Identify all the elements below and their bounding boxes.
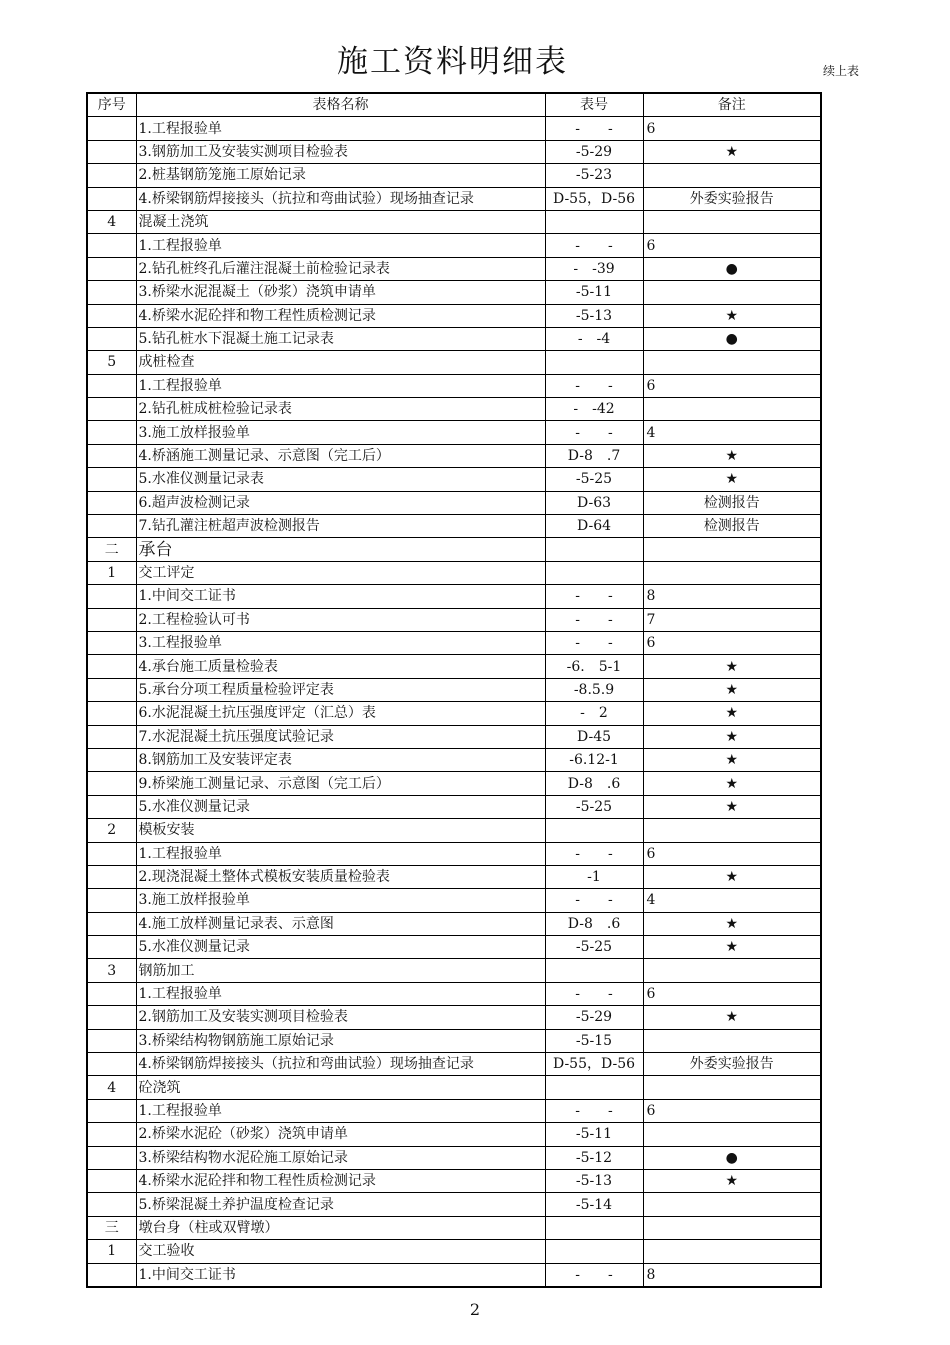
row-name: 钢筋加工 <box>136 959 545 982</box>
row-remark: ● <box>643 257 821 280</box>
row-name: 承台 <box>136 538 545 561</box>
row-code: -8.5.9 <box>545 678 643 701</box>
row-code: - 2 <box>545 702 643 725</box>
row-remark: 4 <box>643 421 821 444</box>
table-row <box>87 702 821 725</box>
row-seq <box>87 1169 136 1192</box>
row-name: 2.工程检验认可书 <box>136 608 545 631</box>
row-name: 5.钻孔桩水下混凝土施工记录表 <box>136 327 545 350</box>
table-row <box>87 491 821 514</box>
row-name: 1.工程报验单 <box>136 374 545 397</box>
row-remark: 4 <box>643 889 821 912</box>
row-seq <box>87 982 136 1005</box>
row-seq: 4 <box>87 1076 136 1099</box>
row-seq: 1 <box>87 561 136 584</box>
row-remark: ★ <box>643 444 821 467</box>
row-seq <box>87 655 136 678</box>
row-seq: 1 <box>87 1240 136 1263</box>
detail-table <box>86 92 822 1288</box>
table-row <box>87 865 821 888</box>
row-code: -6. 5-1 <box>545 655 643 678</box>
row-seq <box>87 187 136 210</box>
row-name: 混凝土浇筑 <box>136 210 545 233</box>
row-remark: 6 <box>643 842 821 865</box>
row-name: 1.工程报验单 <box>136 117 545 140</box>
table-row <box>87 164 821 187</box>
row-code: - -39 <box>545 257 643 280</box>
table-row <box>87 655 821 678</box>
row-name: 4.桥梁钢筋焊接接头（抗拉和弯曲试验）现场抽查记录 <box>136 187 545 210</box>
row-name: 5.桥梁混凝土养护温度检查记录 <box>136 1193 545 1216</box>
row-remark: ● <box>643 1146 821 1169</box>
row-seq <box>87 748 136 771</box>
table-row <box>87 772 821 795</box>
column-header-seq: 序号 <box>87 93 136 117</box>
row-code: -5-25 <box>545 795 643 818</box>
row-remark: ★ <box>643 140 821 163</box>
table-row <box>87 819 821 842</box>
row-code: -5-23 <box>545 164 643 187</box>
table-row <box>87 1216 821 1239</box>
row-code: - - <box>545 585 643 608</box>
row-remark: 8 <box>643 585 821 608</box>
row-seq <box>87 327 136 350</box>
row-name: 1.中间交工证书 <box>136 585 545 608</box>
row-seq <box>87 117 136 140</box>
row-name: 墩台身（柱或双臂墩） <box>136 1216 545 1239</box>
row-remark: ★ <box>643 912 821 935</box>
table-row <box>87 327 821 350</box>
row-name: 1.工程报验单 <box>136 234 545 257</box>
row-name: 7.水泥混凝土抗压强度试验记录 <box>136 725 545 748</box>
row-code: - - <box>545 1099 643 1122</box>
row-code: D-64 <box>545 515 643 538</box>
row-remark: 6 <box>643 1099 821 1122</box>
row-code: -5-29 <box>545 140 643 163</box>
table-row <box>87 725 821 748</box>
row-name: 1.工程报验单 <box>136 1099 545 1122</box>
table-row <box>87 1029 821 1052</box>
row-code <box>545 959 643 982</box>
row-seq <box>87 702 136 725</box>
row-remark: 6 <box>643 631 821 654</box>
row-code: D-8 .7 <box>545 444 643 467</box>
row-remark <box>643 1076 821 1099</box>
row-seq: 4 <box>87 210 136 233</box>
row-remark: ★ <box>643 702 821 725</box>
row-name: 2.钻孔桩终孔后灌注混凝土前检验记录表 <box>136 257 545 280</box>
row-name: 3.钢筋加工及安装实测项目检验表 <box>136 140 545 163</box>
row-seq <box>87 1146 136 1169</box>
table-row <box>87 889 821 912</box>
row-code: - - <box>545 374 643 397</box>
row-seq <box>87 1099 136 1122</box>
row-remark: 外委实验报告 <box>643 187 821 210</box>
column-header-code: 表号 <box>545 93 643 117</box>
row-seq <box>87 1006 136 1029</box>
table-row <box>87 842 821 865</box>
row-seq: 三 <box>87 1216 136 1239</box>
row-remark <box>643 210 821 233</box>
row-seq <box>87 912 136 935</box>
row-seq <box>87 281 136 304</box>
table-row <box>87 561 821 584</box>
row-seq <box>87 444 136 467</box>
row-name: 8.钢筋加工及安装评定表 <box>136 748 545 771</box>
row-remark: 8 <box>643 1263 821 1287</box>
table-row <box>87 631 821 654</box>
column-header-remark: 备注 <box>643 93 821 117</box>
table-row <box>87 374 821 397</box>
row-code: -5-11 <box>545 1123 643 1146</box>
row-seq <box>87 491 136 514</box>
table-row <box>87 515 821 538</box>
table-row <box>87 959 821 982</box>
table-row <box>87 1193 821 1216</box>
row-remark: 7 <box>643 608 821 631</box>
row-name: 5.水准仪测量记录 <box>136 795 545 818</box>
page-title: 施工资料明细表 <box>337 44 568 80</box>
table-row <box>87 1123 821 1146</box>
row-seq <box>87 889 136 912</box>
table-row <box>87 936 821 959</box>
row-name: 3.工程报验单 <box>136 631 545 654</box>
table-row <box>87 678 821 701</box>
row-seq <box>87 1053 136 1076</box>
row-remark <box>643 819 821 842</box>
table-row <box>87 1006 821 1029</box>
row-name: 3.桥梁水泥混凝土（砂浆）浇筑申请单 <box>136 281 545 304</box>
row-code <box>545 351 643 374</box>
row-remark: ★ <box>643 655 821 678</box>
row-seq <box>87 1263 136 1287</box>
row-seq: 3 <box>87 959 136 982</box>
table-row <box>87 608 821 631</box>
row-seq <box>87 421 136 444</box>
table-row <box>87 1076 821 1099</box>
row-seq <box>87 304 136 327</box>
row-seq <box>87 865 136 888</box>
row-name: 4.桥梁水泥砼拌和物工程性质检测记录 <box>136 1169 545 1192</box>
row-name: 4.承台施工质量检验表 <box>136 655 545 678</box>
row-name: 5.承台分项工程质量检验评定表 <box>136 678 545 701</box>
row-seq <box>87 1029 136 1052</box>
row-name: 4.桥涵施工测量记录、示意图（完工后） <box>136 444 545 467</box>
row-code: - -42 <box>545 398 643 421</box>
row-remark: 6 <box>643 117 821 140</box>
row-code <box>545 1076 643 1099</box>
row-code: -5-15 <box>545 1029 643 1052</box>
row-name: 6.超声波检测记录 <box>136 491 545 514</box>
row-code: - - <box>545 631 643 654</box>
row-remark <box>643 1240 821 1263</box>
row-code: -5-14 <box>545 1193 643 1216</box>
table-row <box>87 1053 821 1076</box>
table-header-row <box>87 93 821 117</box>
table-row <box>87 398 821 421</box>
row-name: 2.桥梁水泥砼（砂浆）浇筑申请单 <box>136 1123 545 1146</box>
row-seq <box>87 842 136 865</box>
row-seq <box>87 795 136 818</box>
row-name: 9.桥梁施工测量记录、示意图（完工后） <box>136 772 545 795</box>
row-code: -5-25 <box>545 936 643 959</box>
row-seq <box>87 468 136 491</box>
table-body <box>87 117 821 1287</box>
row-name: 模板安装 <box>136 819 545 842</box>
table-row <box>87 468 821 491</box>
row-seq <box>87 772 136 795</box>
column-header-name: 表格名称 <box>136 93 545 117</box>
row-remark: ● <box>643 327 821 350</box>
row-code: -5-12 <box>545 1146 643 1169</box>
row-code <box>545 1216 643 1239</box>
row-seq <box>87 374 136 397</box>
table-row <box>87 1099 821 1122</box>
row-seq <box>87 1123 136 1146</box>
row-code: -1 <box>545 865 643 888</box>
row-code: - - <box>545 889 643 912</box>
row-remark: 6 <box>643 374 821 397</box>
row-code: -5-11 <box>545 281 643 304</box>
row-remark: ★ <box>643 795 821 818</box>
row-code: D-55，D-56 <box>545 187 643 210</box>
row-name: 砼浇筑 <box>136 1076 545 1099</box>
row-seq <box>87 678 136 701</box>
row-remark <box>643 1193 821 1216</box>
row-remark: ★ <box>643 1006 821 1029</box>
row-name: 4.桥梁钢筋焊接接头（抗拉和弯曲试验）现场抽查记录 <box>136 1053 545 1076</box>
table-row <box>87 982 821 1005</box>
row-code: - - <box>545 421 643 444</box>
row-name: 7.钻孔灌注桩超声波检测报告 <box>136 515 545 538</box>
row-seq: 二 <box>87 538 136 561</box>
row-code <box>545 819 643 842</box>
row-name: 成桩检查 <box>136 351 545 374</box>
row-seq <box>87 257 136 280</box>
row-code: D-55，D-56 <box>545 1053 643 1076</box>
table-row <box>87 1240 821 1263</box>
row-remark: ★ <box>643 748 821 771</box>
row-remark: ★ <box>643 304 821 327</box>
row-remark: ★ <box>643 725 821 748</box>
row-code <box>545 210 643 233</box>
row-name: 1.工程报验单 <box>136 982 545 1005</box>
row-code <box>545 561 643 584</box>
row-code: -6.12-1 <box>545 748 643 771</box>
row-name: 交工验收 <box>136 1240 545 1263</box>
row-name: 3.施工放样报验单 <box>136 421 545 444</box>
row-seq: 5 <box>87 351 136 374</box>
table-row <box>87 351 821 374</box>
table-row <box>87 234 821 257</box>
table-row <box>87 304 821 327</box>
row-remark <box>643 398 821 421</box>
row-name: 3.桥梁结构物钢筋施工原始记录 <box>136 1029 545 1052</box>
table-row <box>87 210 821 233</box>
row-name: 4.桥梁水泥砼拌和物工程性质检测记录 <box>136 304 545 327</box>
row-code: - - <box>545 234 643 257</box>
row-name: 5.水准仪测量记录表 <box>136 468 545 491</box>
table-row <box>87 444 821 467</box>
row-code: - - <box>545 608 643 631</box>
row-code: - - <box>545 842 643 865</box>
row-remark: ★ <box>643 468 821 491</box>
row-remark: 6 <box>643 234 821 257</box>
row-code: - -4 <box>545 327 643 350</box>
row-remark <box>643 538 821 561</box>
row-remark <box>643 1216 821 1239</box>
table-row <box>87 1169 821 1192</box>
row-remark <box>643 1123 821 1146</box>
row-seq: 2 <box>87 819 136 842</box>
row-code: D-8 .6 <box>545 912 643 935</box>
row-name: 3.桥梁结构物水泥砼施工原始记录 <box>136 1146 545 1169</box>
table-row <box>87 585 821 608</box>
row-remark: 检测报告 <box>643 491 821 514</box>
table-row <box>87 257 821 280</box>
row-name: 5.水准仪测量记录 <box>136 936 545 959</box>
row-remark: ★ <box>643 936 821 959</box>
row-seq <box>87 936 136 959</box>
row-code: -5-13 <box>545 1169 643 1192</box>
row-code: -5-29 <box>545 1006 643 1029</box>
row-remark: ★ <box>643 772 821 795</box>
row-seq <box>87 515 136 538</box>
row-seq <box>87 164 136 187</box>
row-name: 2.现浇混凝土整体式模板安装质量检验表 <box>136 865 545 888</box>
row-seq <box>87 608 136 631</box>
table-row <box>87 187 821 210</box>
row-name: 2.桩基钢筋笼施工原始记录 <box>136 164 545 187</box>
row-code: -5-13 <box>545 304 643 327</box>
row-name: 2.钢筋加工及安装实测项目检验表 <box>136 1006 545 1029</box>
row-code: D-8 .6 <box>545 772 643 795</box>
row-remark <box>643 959 821 982</box>
table-row <box>87 140 821 163</box>
row-code: - - <box>545 1263 643 1287</box>
table-row <box>87 748 821 771</box>
row-name: 2.钻孔桩成桩检验记录表 <box>136 398 545 421</box>
continued-label: 续上表 <box>823 64 860 78</box>
row-seq <box>87 234 136 257</box>
table-row <box>87 421 821 444</box>
row-code: D-45 <box>545 725 643 748</box>
row-code: D-63 <box>545 491 643 514</box>
row-seq <box>87 1193 136 1216</box>
row-seq <box>87 398 136 421</box>
table-row <box>87 795 821 818</box>
row-name: 1.工程报验单 <box>136 842 545 865</box>
table-row <box>87 538 821 561</box>
table-row <box>87 1146 821 1169</box>
row-remark: 检测报告 <box>643 515 821 538</box>
row-name: 6.水泥混凝土抗压强度评定（汇总）表 <box>136 702 545 725</box>
row-seq <box>87 631 136 654</box>
row-name: 1.中间交工证书 <box>136 1263 545 1287</box>
row-name: 交工评定 <box>136 561 545 584</box>
row-code: - - <box>545 982 643 1005</box>
row-remark: ★ <box>643 865 821 888</box>
row-code: - - <box>545 117 643 140</box>
row-name: 4.施工放样测量记录表、示意图 <box>136 912 545 935</box>
row-code <box>545 538 643 561</box>
row-remark: ★ <box>643 1169 821 1192</box>
row-remark <box>643 164 821 187</box>
row-remark: 6 <box>643 982 821 1005</box>
row-seq <box>87 725 136 748</box>
row-code <box>545 1240 643 1263</box>
row-remark <box>643 1029 821 1052</box>
table-row <box>87 1263 821 1287</box>
row-code: -5-25 <box>545 468 643 491</box>
row-seq <box>87 140 136 163</box>
table-row <box>87 281 821 304</box>
row-remark <box>643 561 821 584</box>
row-remark: 外委实验报告 <box>643 1053 821 1076</box>
row-seq <box>87 585 136 608</box>
row-remark <box>643 351 821 374</box>
row-name: 3.施工放样报验单 <box>136 889 545 912</box>
row-remark: ★ <box>643 678 821 701</box>
table-row <box>87 117 821 140</box>
table-row <box>87 912 821 935</box>
row-remark <box>643 281 821 304</box>
page-number: 2 <box>469 1300 481 1319</box>
